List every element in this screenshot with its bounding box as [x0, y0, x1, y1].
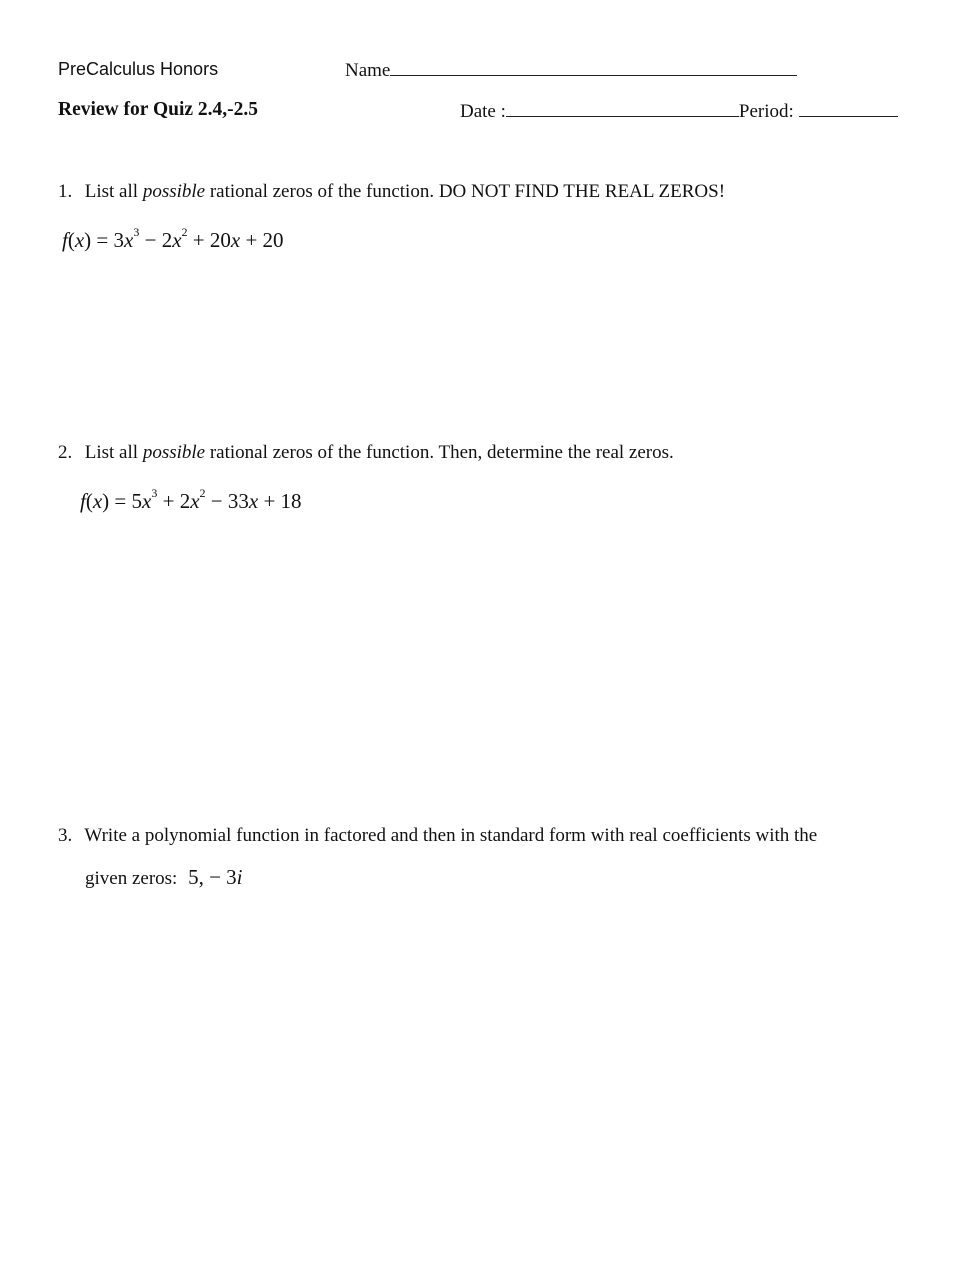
date-label: Date : — [460, 101, 506, 122]
question-number: 1. — [58, 181, 73, 202]
date-period-row — [460, 99, 898, 123]
question-3 — [58, 825, 817, 847]
period-blank[interactable] — [799, 99, 898, 117]
question-2 — [58, 442, 674, 464]
question-text: List all possible rational zeros of the function. DO NOT FIND THE REAL ZEROS! — [84, 181, 726, 202]
date-blank[interactable] — [506, 99, 739, 117]
given-zeros: 5, − 3i — [188, 865, 243, 889]
course-name: PreCalculus Honors — [58, 59, 219, 79]
question-3-continued — [85, 865, 243, 890]
question-text: List all possible rational zeros of the function. Then, determine the real zeros. — [84, 442, 674, 463]
function-2: $f(x) = 5x^3 + 2x^2 - 33x + 18$ — [80, 486, 302, 513]
question-text: Write a polynomial function in factored and then in standard form with real coefficients with the — [84, 825, 818, 846]
question-number: 2. — [58, 442, 73, 463]
question-text-cont: given zeros: — [85, 868, 178, 889]
name-label: Name — [345, 60, 391, 81]
period-label: Period: — [738, 101, 794, 122]
function-1: $f(x) = 3x^3 - 2x^2 + 20x + 20$ — [62, 225, 284, 252]
question-number: 3. — [58, 825, 73, 846]
name-blank[interactable] — [390, 58, 797, 76]
quiz-title: Review for Quiz 2.4,-2.5 — [58, 99, 259, 120]
question-1 — [58, 181, 725, 203]
name-field — [345, 58, 797, 82]
